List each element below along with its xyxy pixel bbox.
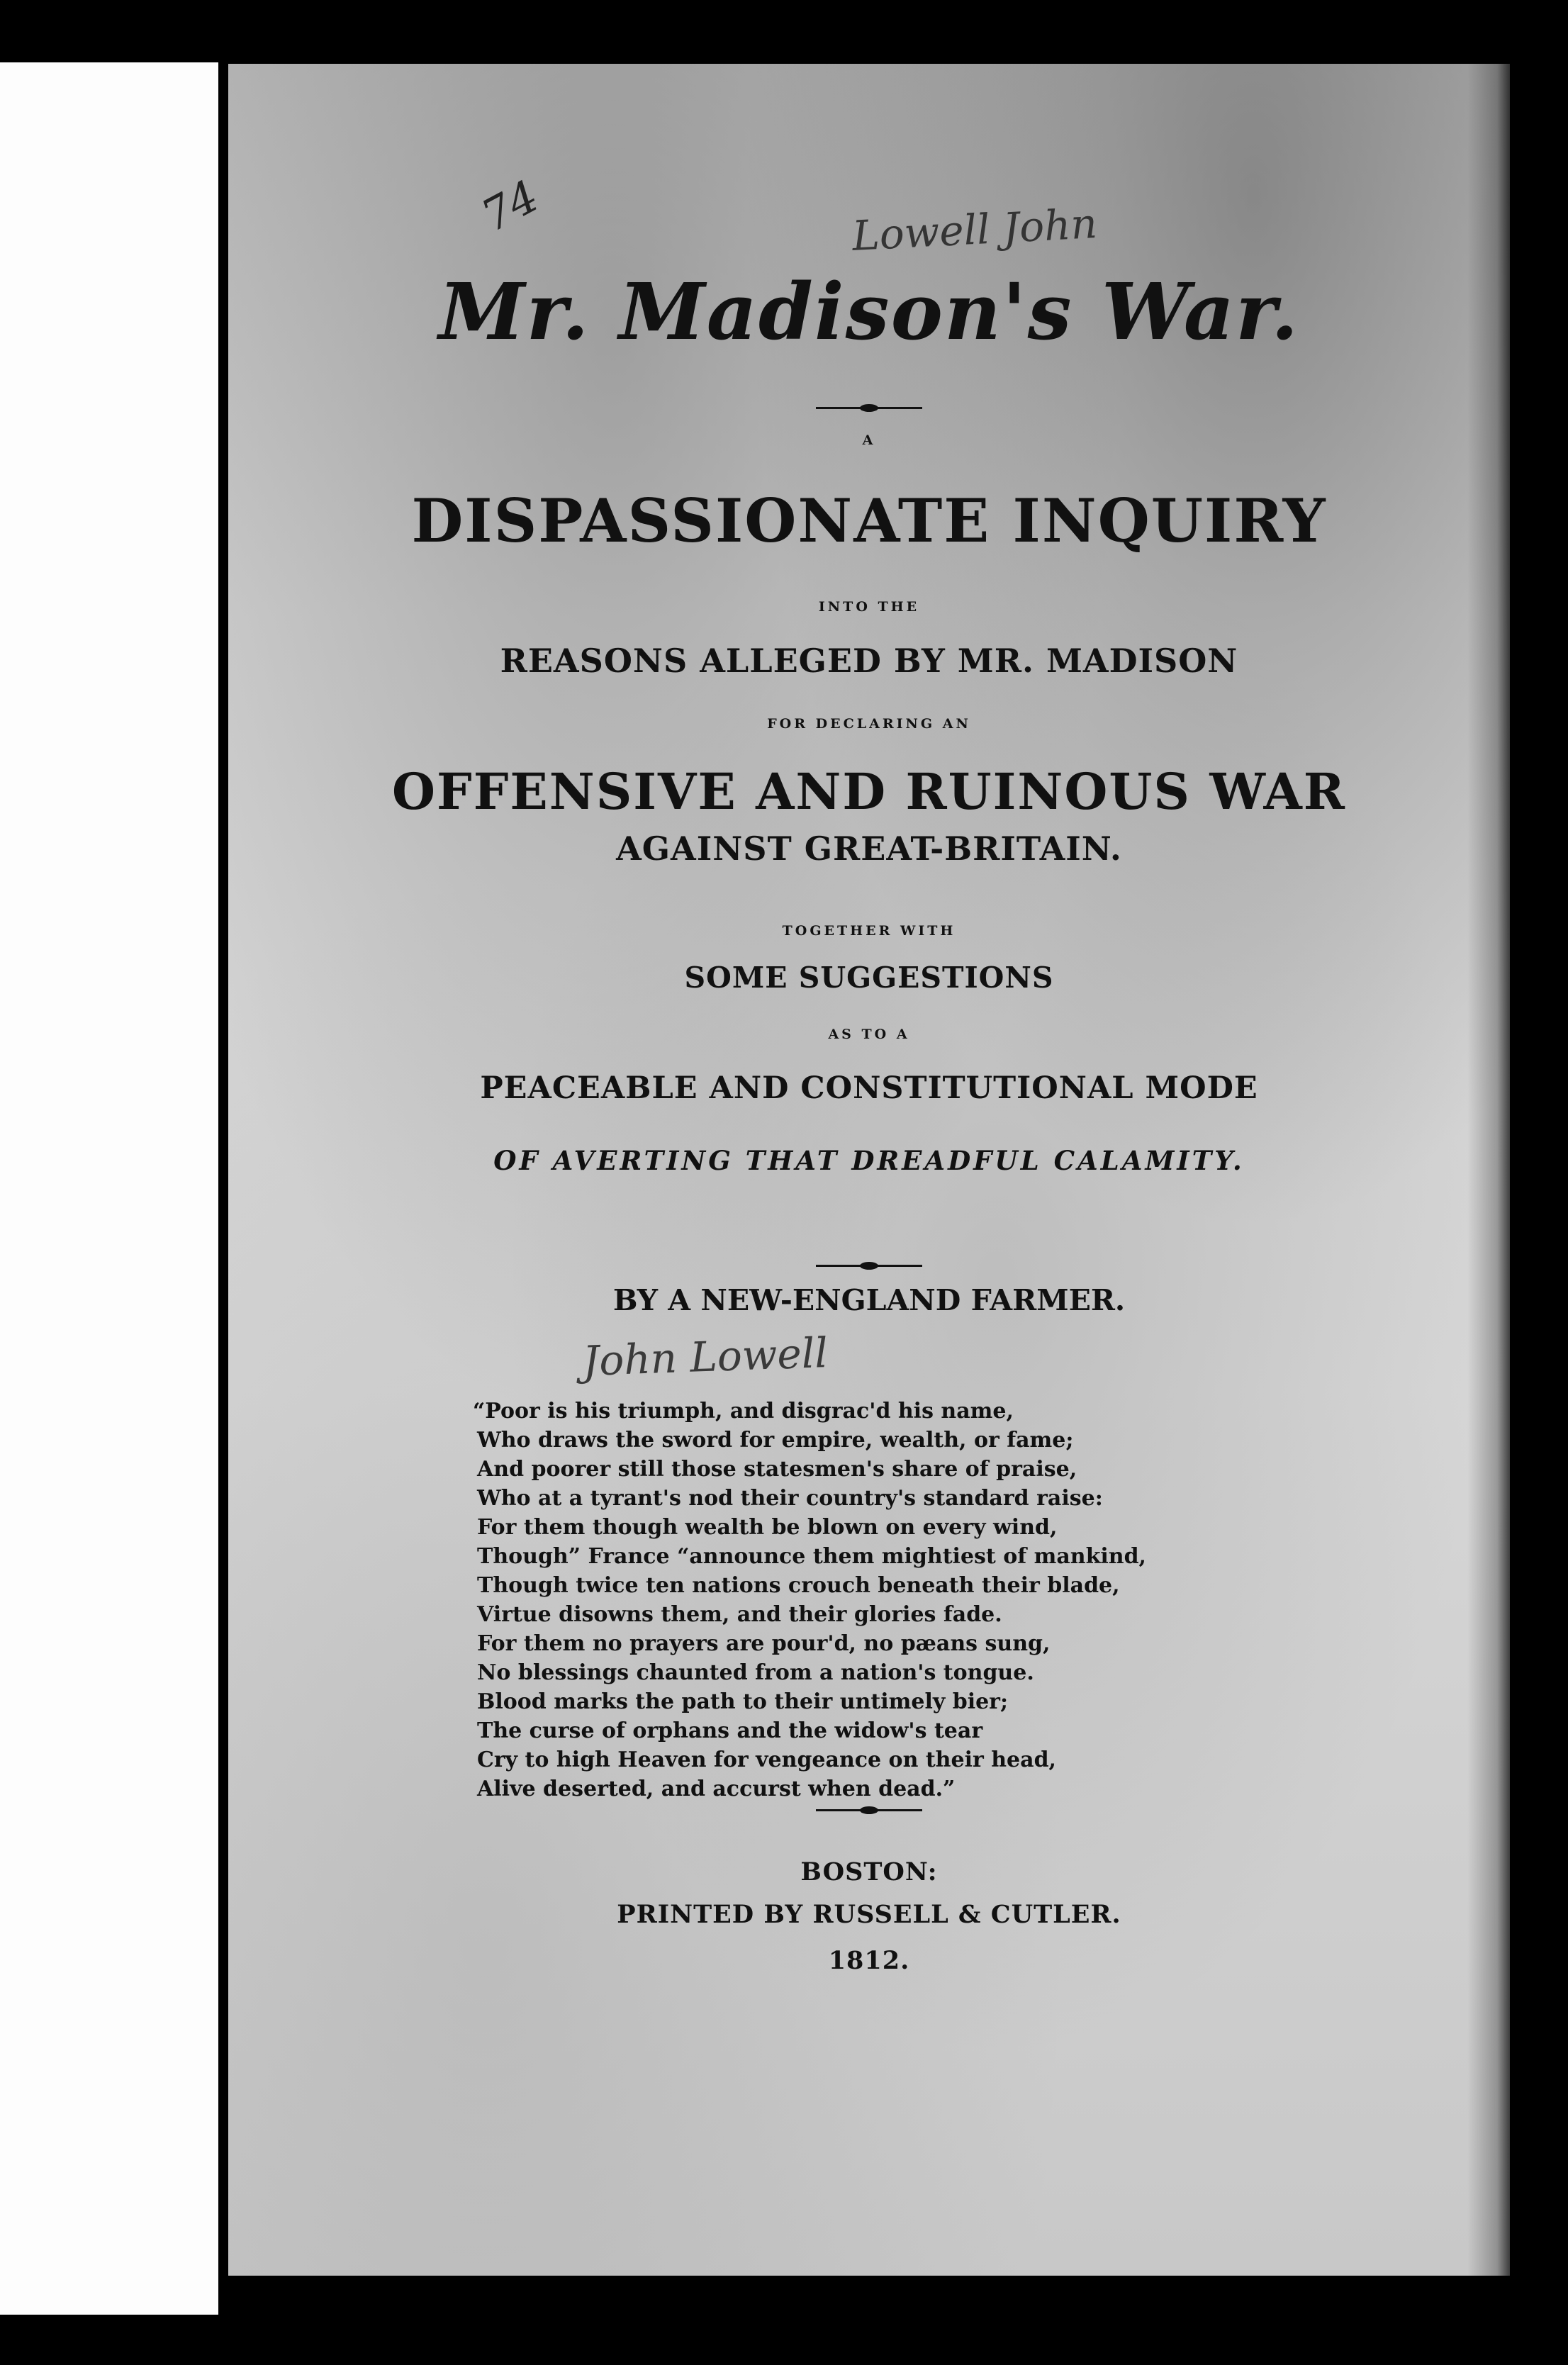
ornament-rule [816,1262,922,1269]
poem-line: Alive deserted, and accurst when dead.” [477,1777,956,1801]
poem-line: Who draws the sword for empire, wealth, or fame; [477,1428,1074,1453]
ornament-rule [816,1806,922,1813]
imprint-printer: PRINTED BY RUSSELL & CUTLER. [617,1900,1121,1929]
handwritten-author-name: John Lowell [581,1328,829,1386]
imprint-place: BOSTON: [800,1857,938,1886]
article-a: A [862,432,876,448]
poem-line: For them no prayers are pour'd, no pæans sung, [477,1631,1051,1656]
poem-line: No blessings chaunted from a nation's tongue. [477,1660,1034,1685]
poem-line: The curse of orphans and the widow's tear [477,1718,983,1743]
against-line: AGAINST GREAT-BRITAIN. [616,829,1122,868]
author-line: BY A NEW-ENGLAND FARMER. [612,1283,1126,1317]
poem-line: Though” France “announce them mightiest of mankind, [477,1544,1146,1569]
for-declaring: FOR DECLARING AN [767,716,971,732]
offensive-war-line: OFFENSIVE AND RUINOUS WAR [392,762,1346,821]
imprint-year: 1812. [828,1946,910,1975]
main-title: DISPASSIONATE INQUIRY [411,486,1327,556]
averting-line: OF AVERTING THAT DREADFUL CALAMITY. [493,1145,1245,1176]
poem-line: And poorer still those statesmen's share of praise, [477,1457,1077,1482]
as-to-a: AS TO A [828,1027,910,1042]
page-title: Mr. Madison's War. [438,266,1300,357]
title-page [228,64,1510,2276]
reasons-line: REASONS ALLEGED BY MR. MADISON [500,642,1238,680]
ornament-rule [816,404,922,411]
margin-annotation: 74 [473,169,547,242]
poem-line: For them though wealth be blown on every wind, [477,1515,1058,1540]
suggestions-line: SOME SUGGESTIONS [684,961,1054,995]
epigraph-poem [473,1397,1323,1804]
into-the: INTO THE [818,599,920,615]
poem-line: Who at a tyrant's nod their country's standard raise: [477,1486,1103,1511]
poem-line: Though twice ten nations crouch beneath their blade, [477,1573,1120,1598]
peaceable-line: PEACEABLE AND CONSTITUTIONAL MODE [480,1070,1258,1106]
together-with: TOGETHER WITH [782,923,956,939]
poem-line: Cry to high Heaven for vengeance on their head, [477,1748,1056,1772]
poem-line: Virtue disowns them, and their glories fade. [477,1602,1002,1627]
blank-facing-page [0,62,218,2315]
handwritten-owner-name: Lowell John [851,199,1099,261]
poem-line: Blood marks the path to their untimely bier; [477,1689,1009,1714]
poem-line: “Poor is his triumph, and disgrac'd his name, [473,1399,1014,1424]
